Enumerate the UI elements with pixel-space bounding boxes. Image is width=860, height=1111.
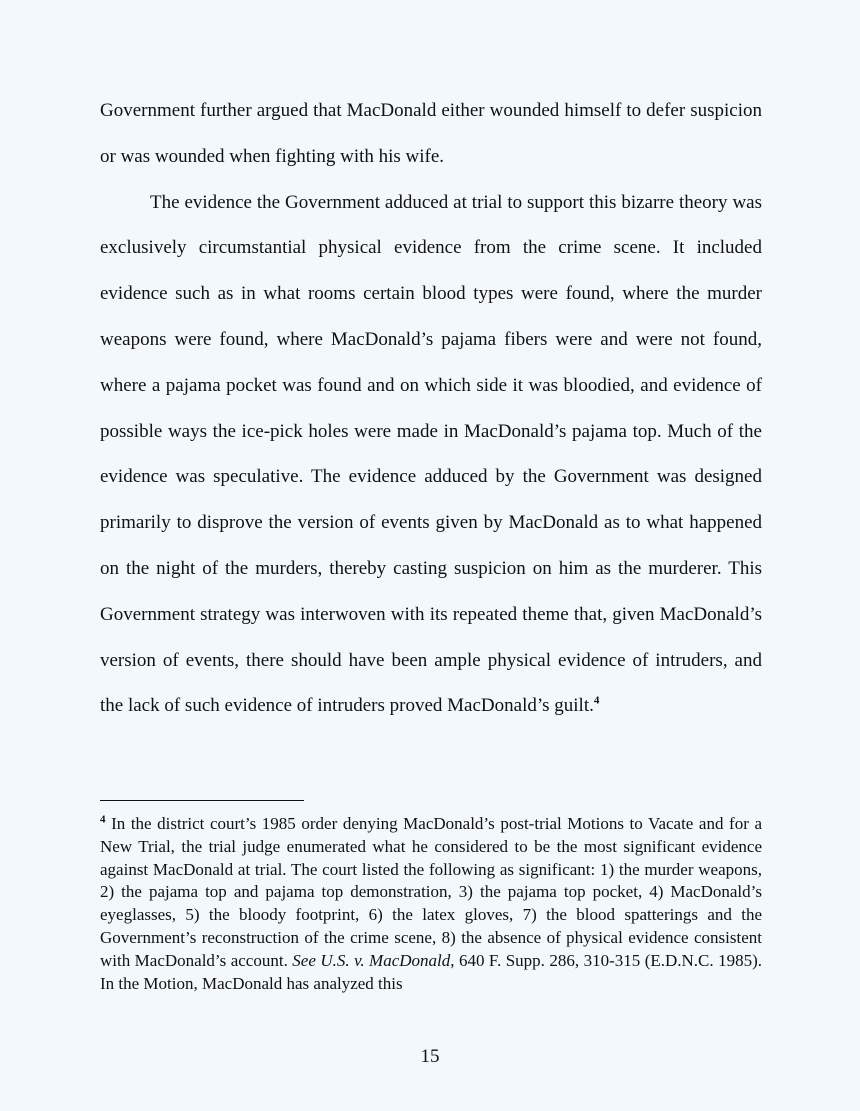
- page-number: 15: [420, 1046, 440, 1067]
- paragraph-continuation: Government further argued that MacDonald either wounded himself to defer suspicion or was wounded when fighting with his wife.: [100, 100, 762, 167]
- footnote: [100, 813, 762, 995]
- footnote-reference[interactable]: 4: [593, 695, 600, 708]
- paragraph-evidence: [100, 180, 762, 730]
- body-text: [100, 88, 762, 729]
- paragraph-evidence-text: The evidence the Government adduced at trial to support this bizarre theory was exclusively circumstantial physical evidence from the crime scene. It included evidence such as in what rooms certain blood types were found, where the murder weapons were found, where MacDonald’s pajama fibers were and were not found, where a pajama pocket was found and on which side it was bloodied, and evidence of possible ways the ice-pick holes were made in MacDonald’s pajama top. Much of the evidence was speculative. The evidence adduced by the Government was designed primarily to disprove the version of events given by MacDonald as to what happened on the night of the murders, thereby casting suspicion on him as the murderer. This Government strategy was interwoven with its repeated theme that, given MacDonald’s version of events, there should have been ample physical evidence of intruders, and the lack of such evidence of intruders proved MacDonald’s guilt.: [100, 191, 762, 717]
- footnote-text-continued: , 640 F. Supp. 286, 310-315 (E.D.N.C. 1985). In the Motion, MacDonald has analyzed this: [100, 950, 762, 993]
- footnote-citation: See U.S. v. MacDonald: [292, 950, 451, 970]
- footnote-text: In the district court’s 1985 order denying MacDonald’s post-trial Motions to Vacate and for a New Trial, the trial judge enumerated what he considered to be the most significant evidence against MacDonald at trial. The court listed the following as significant: 1) the murder weapons, 2) the pajama top and pajama top demonstration, 3) the pajama top pocket, 4) MacDonald’s eyeglasses, 5) the bloody footprint, 6) the latex gloves, 7) the blood spatterings and the Government’s reconstruction of the crime scene, 8) the absence of physical evidence consistent with MacDonald’s account.: [100, 814, 762, 970]
- footnote-number: 4: [100, 813, 106, 826]
- footnote-separator: [100, 800, 304, 801]
